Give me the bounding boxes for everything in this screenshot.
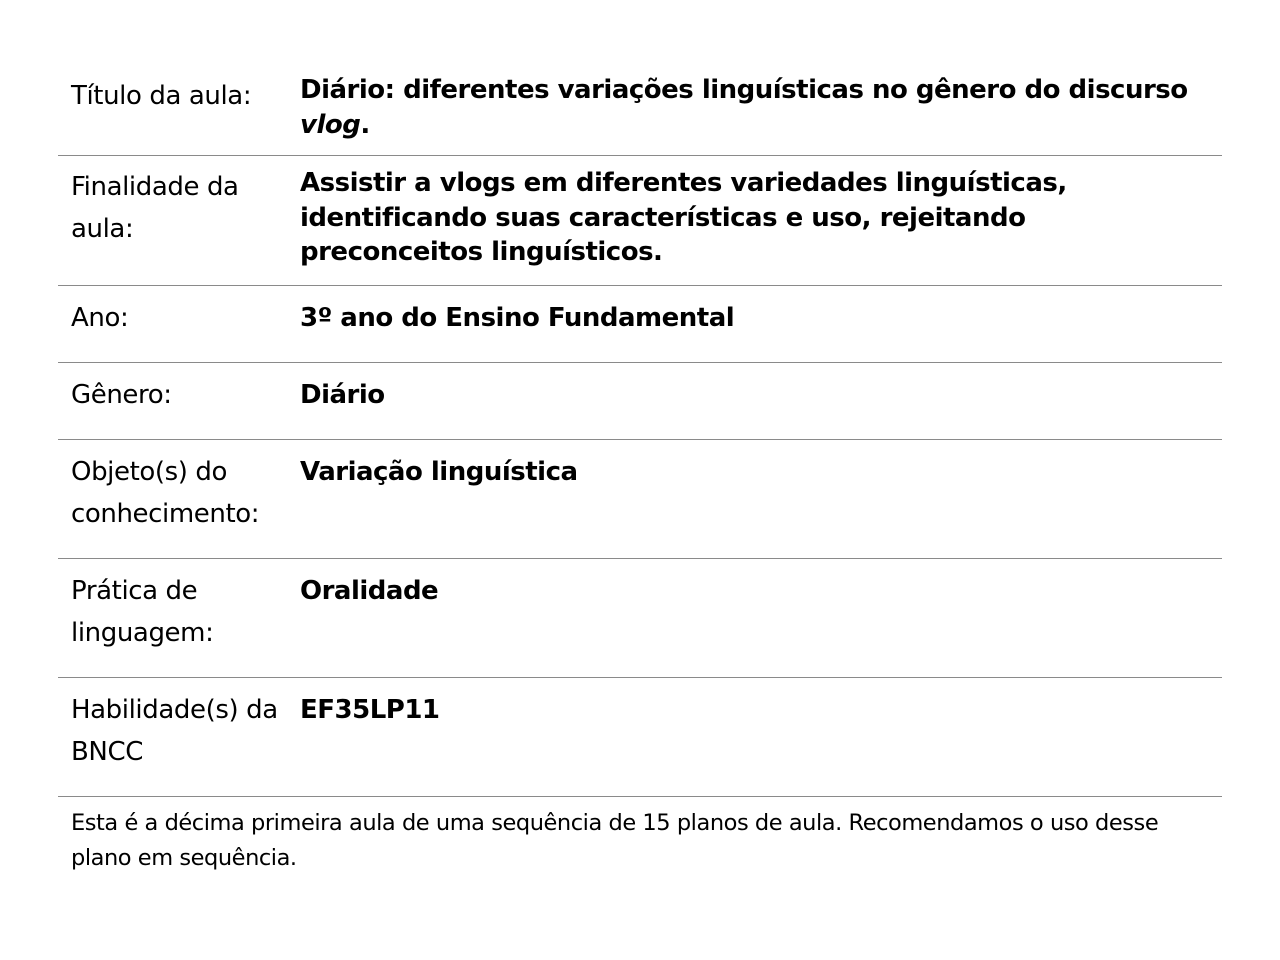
row-lesson-title bbox=[58, 70, 1222, 156]
sequence-note: Esta é a décima primeira aula de uma sequência de 15 planos de aula. Recomendamos o uso desse plano em sequência. bbox=[71, 810, 1159, 871]
row-value: EF35LP11 bbox=[300, 695, 440, 725]
row-value: Assistir a vlogs em diferentes variedades linguísticas, identificando suas características e uso, rejeitando preconceitos linguísticos. bbox=[300, 168, 1067, 267]
row-value: Oralidade bbox=[300, 576, 439, 606]
row-label: Ano: bbox=[71, 303, 129, 333]
lesson-title-suffix: . bbox=[360, 109, 370, 140]
row-label: Habilidade(s) da BNCC bbox=[71, 695, 278, 767]
lesson-title-emphasis: vlog bbox=[300, 109, 361, 140]
row-language-practice bbox=[58, 559, 1222, 678]
row-label: Prática de linguagem: bbox=[71, 576, 214, 648]
row-knowledge-object bbox=[58, 440, 1222, 559]
row-label: Finalidade da aula: bbox=[71, 172, 239, 244]
row-label: Objeto(s) do conhecimento: bbox=[71, 457, 260, 529]
row-genre bbox=[58, 363, 1222, 440]
row-label: Gênero: bbox=[71, 380, 172, 410]
lesson-title-text: Diário: diferentes variações linguísticas no gênero do discurso bbox=[300, 75, 1188, 105]
row-year bbox=[58, 286, 1222, 363]
row-value bbox=[300, 73, 1222, 155]
row-value: Variação linguística bbox=[300, 457, 578, 487]
row-value: 3º ano do Ensino Fundamental bbox=[300, 303, 735, 333]
lesson-info-table bbox=[58, 70, 1222, 797]
row-lesson-purpose bbox=[58, 156, 1222, 286]
row-bncc-skills bbox=[58, 678, 1222, 797]
row-label: Título da aula: bbox=[71, 81, 252, 111]
row-value: Diário bbox=[300, 380, 385, 410]
